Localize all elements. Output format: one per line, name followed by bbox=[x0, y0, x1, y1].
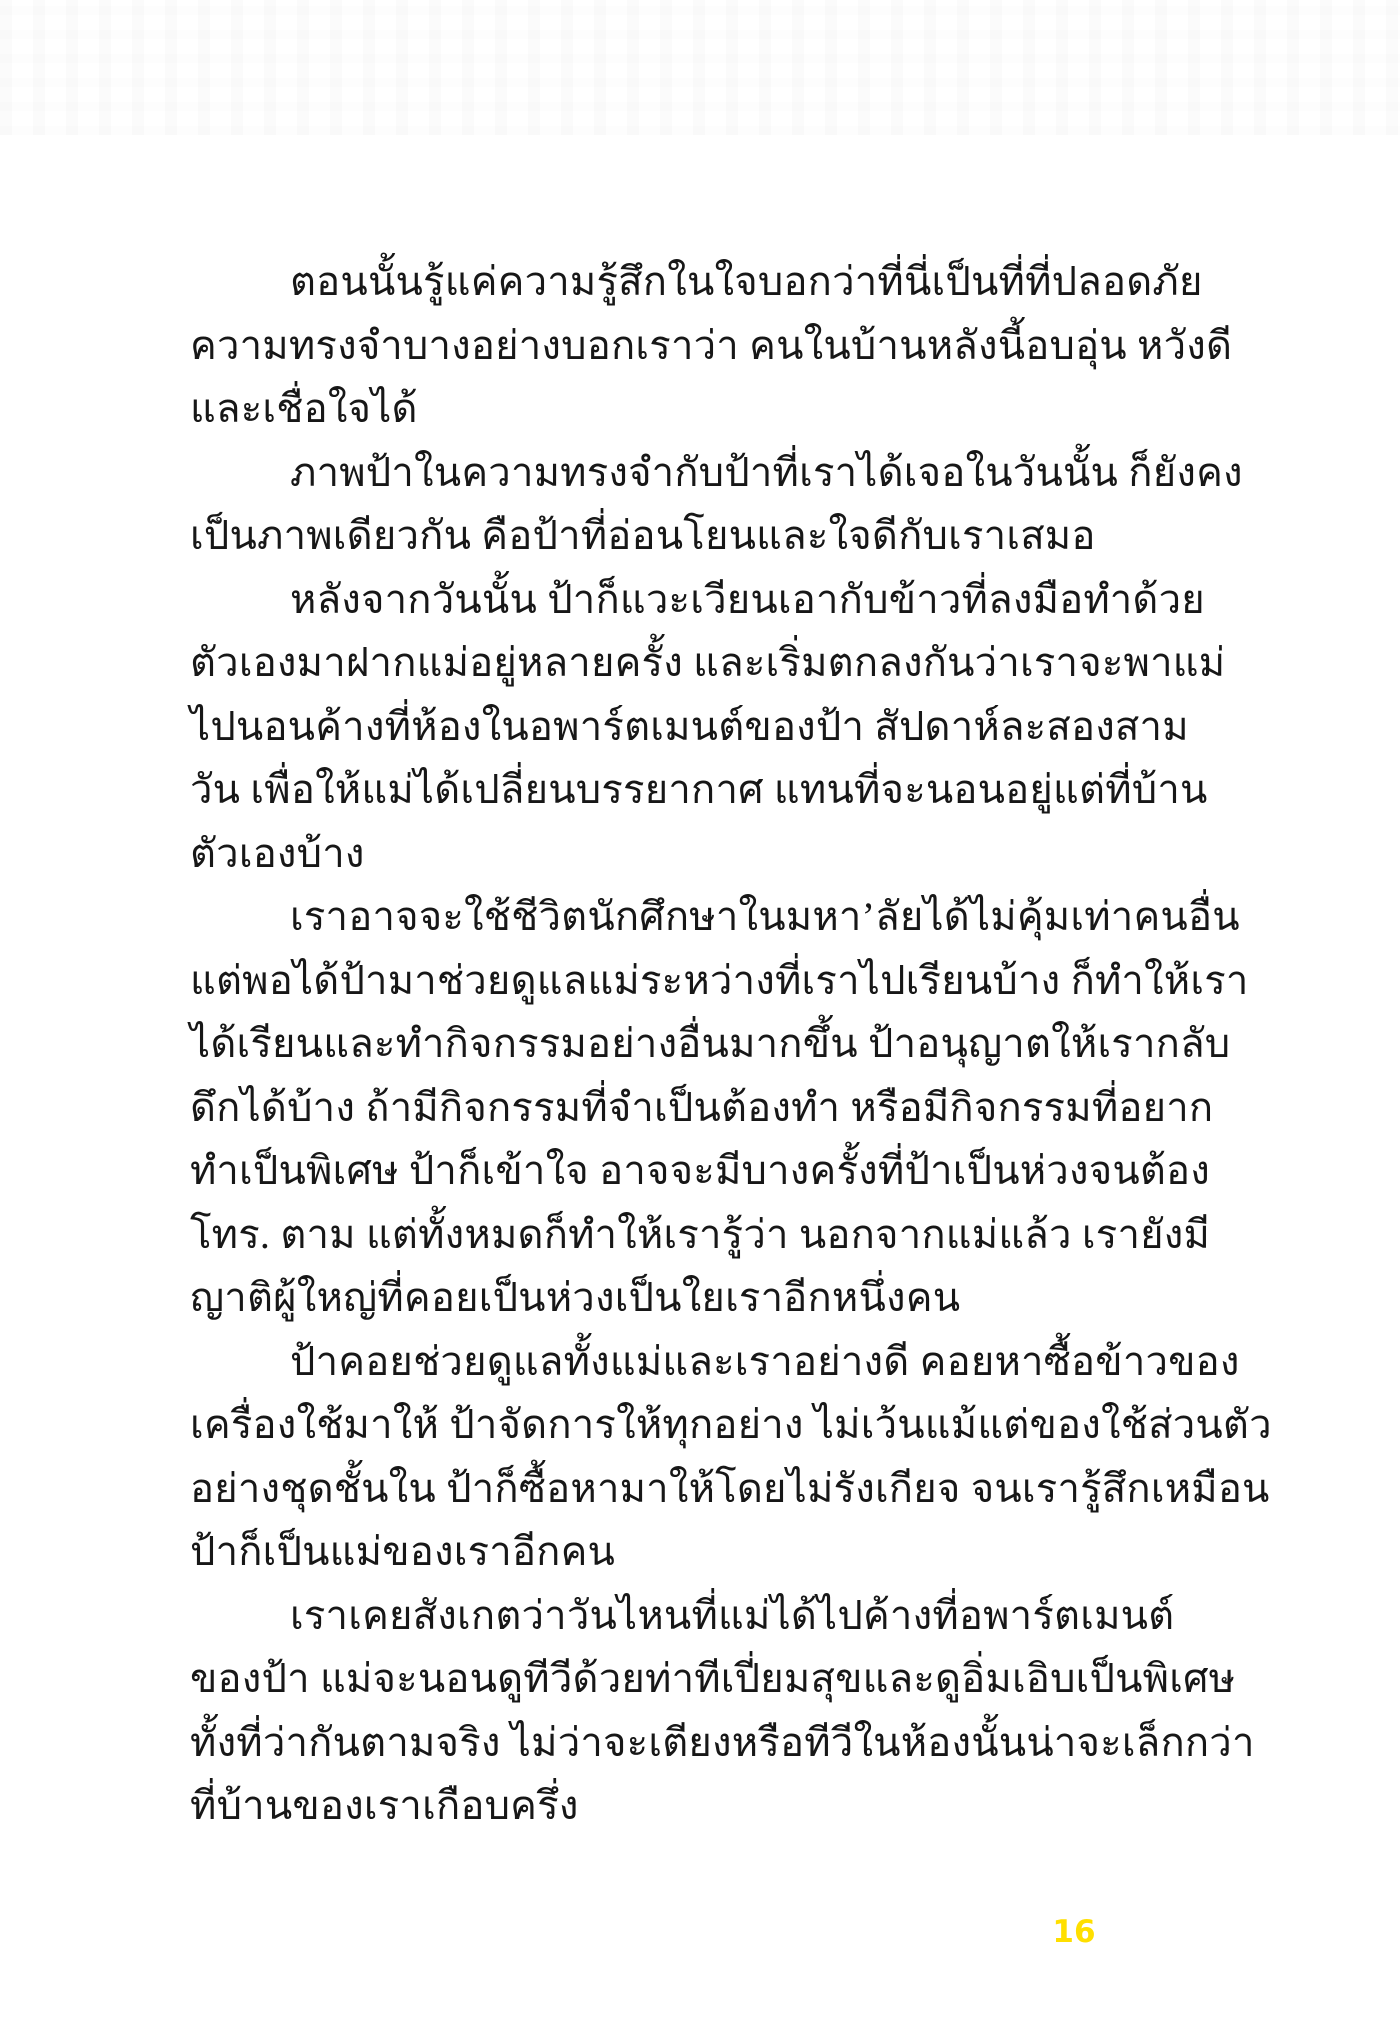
text-line: ญาติผู้ใหญ่ที่คอยเป็นห่วงเป็นใยเราอีกหนึ่งคน bbox=[190, 1275, 961, 1320]
text-line: แต่พอได้ป้ามาช่วยดูแลแม่ระหว่างที่เราไปเรียนบ้าง ก็ทำให้เรา bbox=[190, 957, 1249, 1003]
text-line: ได้เรียนและทำกิจกรรมอย่างอื่นมากขึ้น ป้าอนุญาตให้เรากลับ bbox=[190, 1021, 1231, 1066]
text-line: ทำเป็นพิเศษ ป้าก็เข้าใจ อาจจะมีบางครั้งที่ป้าเป็นห่วงจนต้อง bbox=[190, 1148, 1211, 1193]
text-line: ไปนอนค้างที่ห้องในอพาร์ตเมนต์ของป้า สัปดาห์ละสองสาม bbox=[190, 703, 1189, 749]
text-line: ที่บ้านของเราเกือบครึ่ง bbox=[190, 1783, 579, 1828]
text-line: ความทรงจำบางอย่างบอกเราว่า คนในบ้านหลังนี้อบอุ่น หวังดี bbox=[190, 322, 1233, 368]
text-line: ตัวเองบ้าง bbox=[190, 830, 365, 876]
scan-noise-texture bbox=[0, 0, 1400, 135]
text-line: ภาพป้าในความทรงจำกับป้าที่เราได้เจอในวันนั้น ก็ยังคง bbox=[290, 449, 1243, 495]
text-line: วัน เพื่อให้แม่ได้เปลี่ยนบรรยากาศ แทนที่จะนอนอยู่แต่ที่บ้าน bbox=[190, 767, 1208, 812]
text-line: ตัวเองมาฝากแม่อยู่หลายครั้ง และเริ่มตกลงกันว่าเราจะพาแม่ bbox=[190, 640, 1226, 685]
text-line: อย่างชุดชั้นใน ป้าก็ซื้อหามาให้โดยไม่รังเกียจ จนเรารู้สึกเหมือน bbox=[190, 1465, 1270, 1511]
text-line: หลังจากวันนั้น ป้าก็แวะเวียนเอากับข้าวที่ลงมือทำด้วย bbox=[290, 576, 1205, 622]
text-line: ป้าก็เป็นแม่ของเราอีกคน bbox=[190, 1529, 616, 1574]
text-line: เป็นภาพเดียวกัน คือป้าที่อ่อนโยนและใจดีกับเราเสมอ bbox=[190, 513, 1096, 558]
body-text-block bbox=[190, 250, 1272, 1838]
text-line: ทั้งที่ว่ากันตามจริง ไม่ว่าจะเตียงหรือทีวีในห้องนั้นน่าจะเล็กกว่า bbox=[190, 1719, 1255, 1765]
text-line: ของป้า แม่จะนอนดูทีวีด้วยท่าทีเปี่ยมสุขและดูอิ่มเอิบเป็นพิเศษ bbox=[190, 1656, 1236, 1701]
text-line: และเชื่อใจได้ bbox=[190, 386, 418, 431]
text-line: ป้าคอยช่วยดูแลทั้งแม่และเราอย่างดี คอยหาซื้อข้าวของ bbox=[290, 1338, 1240, 1384]
text-line: เราเคยสังเกตว่าวันไหนที่แม่ได้ไปค้างที่อพาร์ตเมนต์ bbox=[290, 1592, 1175, 1638]
text-line: ตอนนั้นรู้แค่ความรู้สึกในใจบอกว่าที่นี่เป็นที่ที่ปลอดภัย bbox=[290, 259, 1203, 304]
text-line: ดึกได้บ้าง ถ้ามีกิจกรรมที่จำเป็นต้องทำ หรือมีกิจกรรมที่อยาก bbox=[190, 1084, 1214, 1130]
text-line: เราอาจจะใช้ชีวิตนักศึกษาในมหา’ลัยได้ไม่คุ้มเท่าคนอื่น bbox=[290, 894, 1240, 939]
page-number: 16 bbox=[1052, 1914, 1096, 1950]
text-line: เครื่องใช้มาให้ ป้าจัดการให้ทุกอย่าง ไม่เว้นแม้แต่ของใช้ส่วนตัว bbox=[190, 1402, 1272, 1447]
text-line: โทร. ตาม แต่ทั้งหมดก็ทำให้เรารู้ว่า นอกจากแม่แล้ว เรายังมี bbox=[190, 1211, 1211, 1257]
